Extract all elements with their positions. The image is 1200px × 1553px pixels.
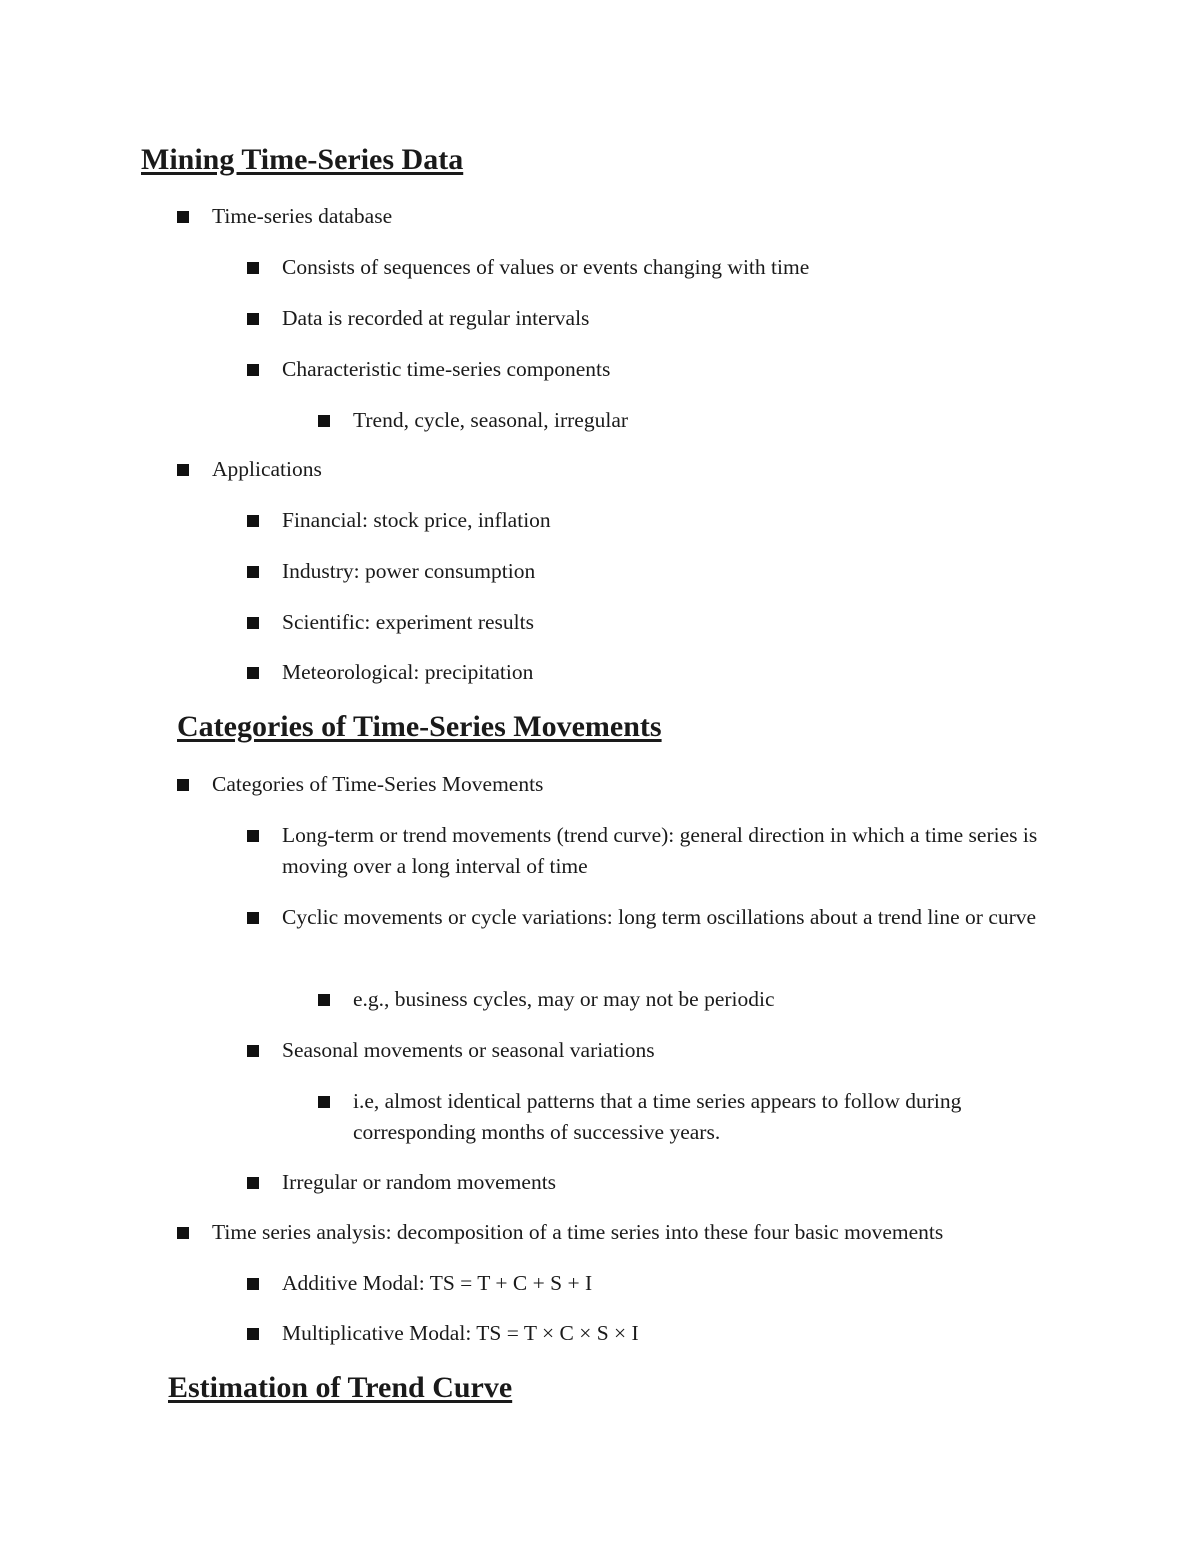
square-bullet-icon	[247, 667, 259, 679]
square-bullet-icon	[247, 1045, 259, 1057]
list-item: e.g., business cycles, may or may not be periodic	[353, 984, 1173, 1015]
list-item: Long-term or trend movements (trend curve): general direction in which a time series is moving over a long interval of time	[282, 820, 1057, 882]
list-item: Seasonal movements or seasonal variations	[282, 1035, 1102, 1066]
square-bullet-icon	[247, 515, 259, 527]
square-bullet-icon	[247, 1177, 259, 1189]
square-bullet-icon	[247, 1328, 259, 1340]
square-bullet-icon	[247, 617, 259, 629]
square-bullet-icon	[177, 1227, 189, 1239]
square-bullet-icon	[177, 464, 189, 476]
list-item: i.e, almost identical patterns that a time series appears to follow during corresponding months of successive years.	[353, 1086, 1043, 1148]
square-bullet-icon	[247, 364, 259, 376]
square-bullet-icon	[177, 779, 189, 791]
list-item: Irregular or random movements	[282, 1167, 1102, 1198]
list-item: Additive Modal: TS = T + C + S + I	[282, 1268, 1102, 1299]
list-item: Time series analysis: decomposition of a time series into these four basic movements	[212, 1217, 1092, 1248]
list-item: Applications	[212, 454, 1032, 485]
list-item: Meteorological: precipitation	[282, 657, 1102, 688]
list-item: Consists of sequences of values or events changing with time	[282, 252, 1102, 283]
list-item: Scientific: experiment results	[282, 607, 1102, 638]
list-item: Industry: power consumption	[282, 556, 1102, 587]
square-bullet-icon	[247, 262, 259, 274]
square-bullet-icon	[318, 415, 330, 427]
section-heading-estimation-trend-curve: Estimation of Trend Curve	[168, 1371, 513, 1404]
square-bullet-icon	[247, 830, 259, 842]
square-bullet-icon	[177, 211, 189, 223]
square-bullet-icon	[318, 994, 330, 1006]
square-bullet-icon	[247, 566, 259, 578]
list-item: Financial: stock price, inflation	[282, 505, 1102, 536]
square-bullet-icon	[318, 1096, 330, 1108]
square-bullet-icon	[247, 912, 259, 924]
square-bullet-icon	[247, 313, 259, 325]
list-item: Multiplicative Modal: TS = T × C × S × I	[282, 1318, 1102, 1349]
list-item: Characteristic time-series components	[282, 354, 1102, 385]
section-heading-categories: Categories of Time-Series Movements	[177, 710, 662, 743]
section-heading-mining-time-series: Mining Time-Series Data	[141, 143, 464, 176]
list-item: Trend, cycle, seasonal, irregular	[353, 405, 1173, 436]
list-item: Categories of Time-Series Movements	[212, 769, 1032, 800]
list-item: Data is recorded at regular intervals	[282, 303, 1102, 334]
square-bullet-icon	[247, 1278, 259, 1290]
list-item: Cyclic movements or cycle variations: long term oscillations about a trend line or curve	[282, 902, 1057, 933]
list-item: Time-series database	[212, 201, 1032, 232]
